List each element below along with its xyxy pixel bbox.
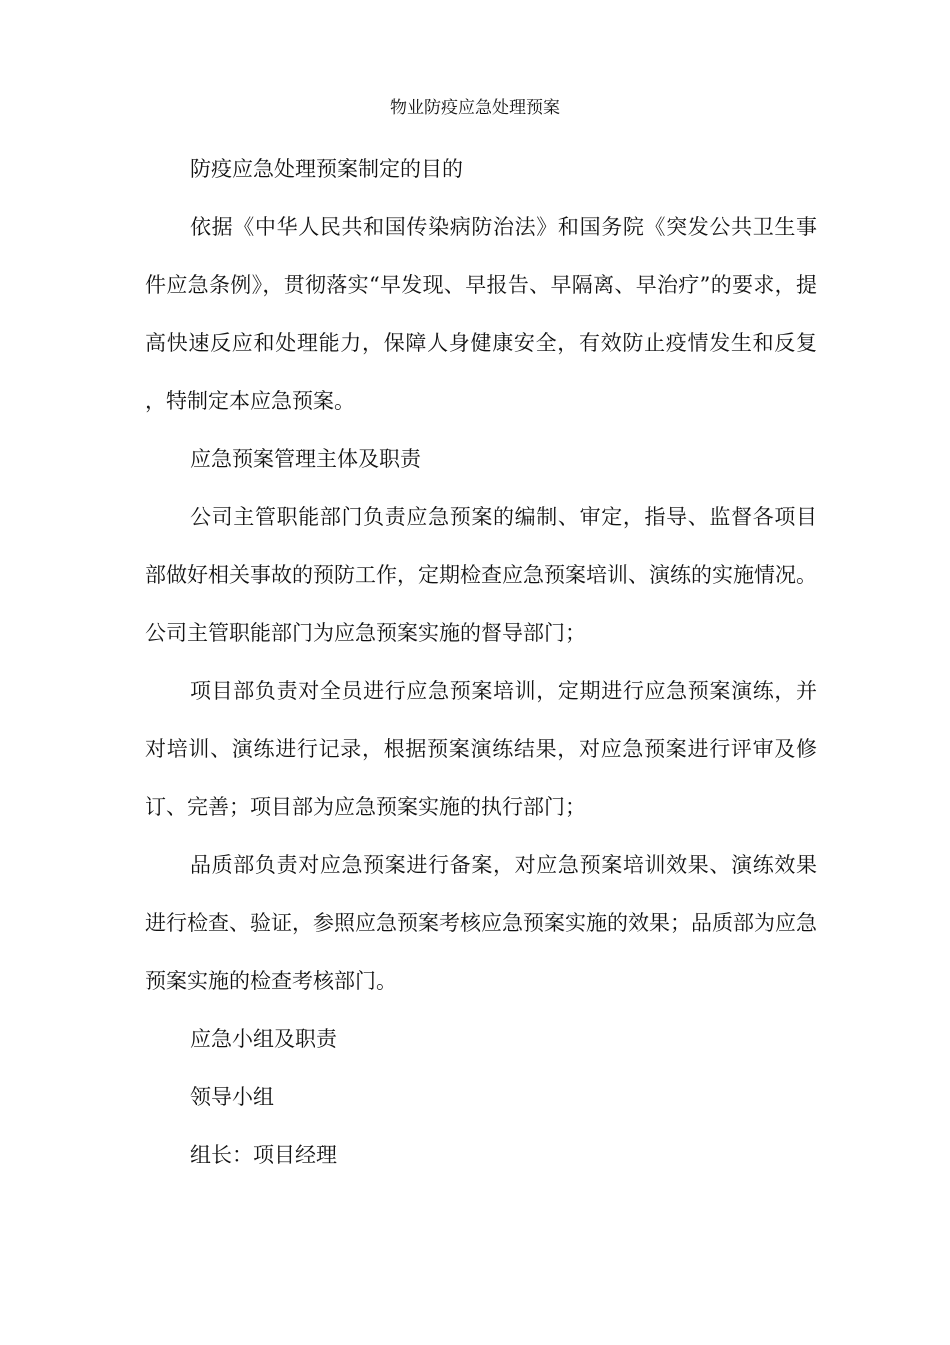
section-heading-management: 应急预案管理主体及职责 [190, 447, 421, 471]
section-heading-emergency-team: 应急小组及职责 [190, 1027, 337, 1051]
paragraph-company-duties: 公司主管职能部门负责应急预案的编制、审定，指导、监督各项目部做好相关事故的预防工作，定期检查应急预案培训、演练的实施情况。公司主管职能部门为应急预案实施的督导部门； [145, 505, 817, 645]
team-leader-line: 组长：项目经理 [190, 1143, 337, 1167]
paragraph-quality-duties: 品质部负责对应急预案进行备案，对应急预案培训效果、演练效果进行检查、验证，参照应急预案考核应急预案实施的效果；品质部为应急预案实施的检查考核部门。 [145, 853, 817, 993]
paragraph-legal-basis: 依据《中华人民共和国传染病防治法》和国务院《突发公共卫生事件应急条例》，贯彻落实“早发现、早报告、早隔离、早治疗”的要求，提高快速反应和处理能力，保障人身健康安全，有效防止疫情发生和反复 ，特制定本应急预案。 [145, 215, 817, 413]
section-heading-purpose: 防疫应急处理预案制定的目的 [190, 157, 463, 181]
document-body [145, 140, 817, 1184]
section-heading-leadership: 领导小组 [190, 1085, 274, 1109]
paragraph-project-duties: 项目部负责对全员进行应急预案培训，定期进行应急预案演练，并对培训、演练进行记录，根据预案演练结果，对应急预案进行评审及修订、完善；项目部为应急预案实施的执行部门； [145, 679, 817, 819]
document-title: 物业防疫应急处理预案 [390, 98, 560, 118]
